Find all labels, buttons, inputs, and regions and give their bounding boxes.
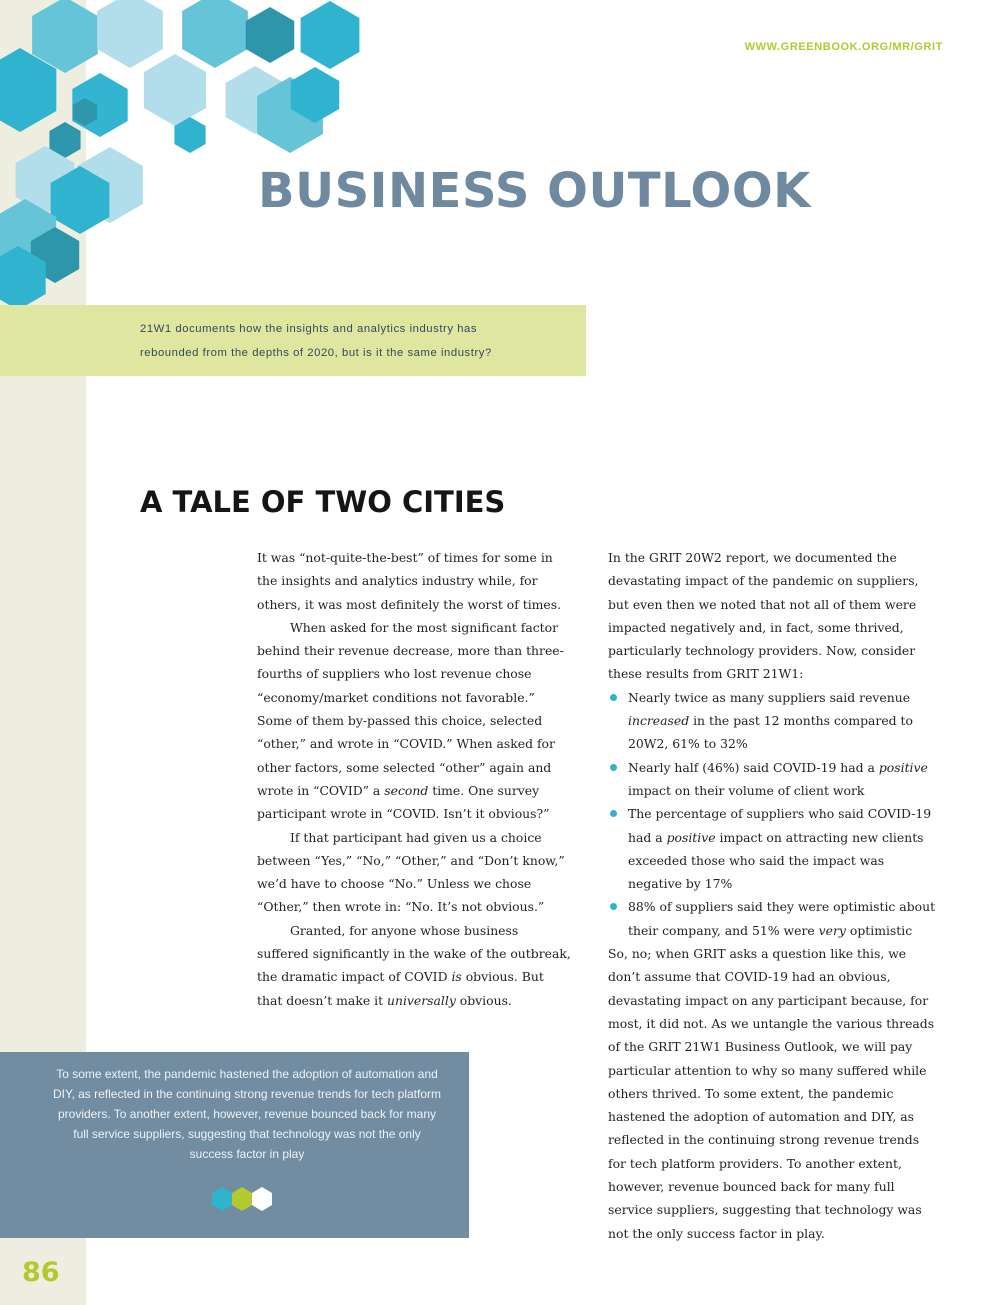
- list-item-text: in the past 12 months compared to 20W2, 61% to 32%: [628, 713, 913, 752]
- page-title: BUSINESS OUTLOOK: [258, 163, 811, 219]
- left-paragraph-4-b: obvious. But that doesn’t make it: [257, 969, 544, 1008]
- list-item-emphasis: positive: [878, 759, 928, 775]
- bullet-dot-icon: [610, 694, 617, 701]
- left-paragraph-4-a: Granted, for anyone whose business suffered significantly in the wake of the outbreak, the dramatic impact of COVID: [257, 922, 571, 985]
- pull-quote-text: To some extent, the pandemic hastened the adoption of automation and DIY, as reflected in the continuing strong revenue trends for tech platform providers. To another extent, however, revenue bounced back for many full service suppliers, suggesting that technology was not the only success factor in play: [53, 1067, 441, 1161]
- list-item-emphasis: very: [818, 922, 846, 938]
- list-item-text: impact on attracting new clients exceeded those who said the impact was negative by 17%: [628, 829, 924, 892]
- bullet-dot-icon: [610, 810, 617, 817]
- list-item-emphasis: increased: [628, 713, 690, 729]
- intro-band: [0, 305, 586, 376]
- list-item-text: Nearly half (46%) said COVID-19 had a: [628, 759, 879, 775]
- hexagon-cluster: [0, 0, 359, 310]
- results-list: [608, 686, 940, 942]
- left-paragraph-2-end: time. One survey participant wrote in “COVID. Isn’t it obvious?”: [257, 782, 550, 822]
- left-paragraph-4-c: obvious.: [455, 992, 512, 1008]
- list-item: [608, 686, 940, 756]
- section-heading: A TALE OF TWO CITIES: [140, 485, 506, 519]
- white-hexagon-icon: [252, 1187, 272, 1211]
- teal-hexagon-icon: [212, 1187, 232, 1211]
- green-hexagon-icon: [232, 1187, 252, 1211]
- emphasis-second: second: [384, 782, 429, 798]
- left-paragraph-2-text: When asked for the most significant factor behind their revenue decrease, more than three-fourths of suppliers who lost revenue chose “economy/market conditions not favorable.” Some of them by-passed this choice, selected “other,” and wrote in “COVID.” When asked for other factors, some selected “other” again and wrote in “COVID” a: [257, 619, 564, 798]
- list-item-text: 88% of suppliers said they were optimistic about their company, and 51% were: [628, 899, 936, 938]
- left-paragraph-1: It was “not-quite-the-best” of times for some in the insights and analytics industry while, for others, it was most definitely the worst of times.: [257, 550, 562, 612]
- right-closing-paragraph: So, no; when GRIT asks a question like this, we don’t assume that COVID-19 had an obvious, devastating impact on any participant because, for most, it did not. As we untangle the various threads of the GRIT 21W1 Business Outlook, we will pay particular attention to why so many suffered while others thrived. To some extent, the pandemic hastened the adoption of automation and DIY, as reflected in the continuing strong revenue trends for tech platform providers. To another extent, however, revenue bounced back for many full service suppliers, suggesting that technology was not the only success factor in play.: [608, 946, 935, 1241]
- left-column: [257, 546, 573, 1012]
- site-url: WWW.GREENBOOK.ORG/MR/GRIT: [744, 41, 943, 53]
- right-column: [608, 546, 940, 1245]
- left-paragraph-4: [257, 919, 573, 1012]
- list-item-text: optimistic: [845, 922, 913, 938]
- emphasis-is: is: [451, 969, 462, 985]
- pull-quote-box: [0, 1052, 469, 1238]
- page-number: 86: [22, 1257, 60, 1288]
- intro-line-2: rebounded from the depths of 2020, but is it the same industry?: [140, 347, 492, 359]
- left-paragraph-2: [257, 616, 573, 826]
- bullet-dot-icon: [610, 764, 617, 771]
- bullet-dot-icon: [610, 903, 617, 910]
- list-item: [608, 802, 940, 895]
- list-item: [608, 895, 940, 942]
- list-item-text: The percentage of suppliers who said COVID-19 had a: [628, 806, 932, 845]
- list-item: [608, 756, 940, 803]
- emphasis-universally: universally: [386, 992, 456, 1008]
- list-item-emphasis: positive: [666, 829, 716, 845]
- left-paragraph-3: If that participant had given us a choice between “Yes,” “No,” “Other,” and “Don’t know,” we’d have to choose “No.” Unless we chose “Other,” then wrote in: “No. It’s not obvious.”: [257, 829, 565, 915]
- intro-text: [140, 317, 570, 365]
- intro-line-1: 21W1 documents how the insights and analytics industry has: [140, 323, 478, 335]
- list-item-text: Nearly twice as many suppliers said revenue: [628, 689, 911, 705]
- pull-quote-hex-icons: [211, 1186, 275, 1212]
- hexagon-decoration: [0, 0, 370, 310]
- right-intro-paragraph: In the GRIT 20W2 report, we documented the devastating impact of the pandemic on suppliers, but even then we noted that not all of them were impacted negatively and, in fact, some thrived, particularly technology providers. Now, consider these results from GRIT 21W1:: [608, 550, 919, 682]
- list-item-text: impact on their volume of client work: [628, 782, 865, 798]
